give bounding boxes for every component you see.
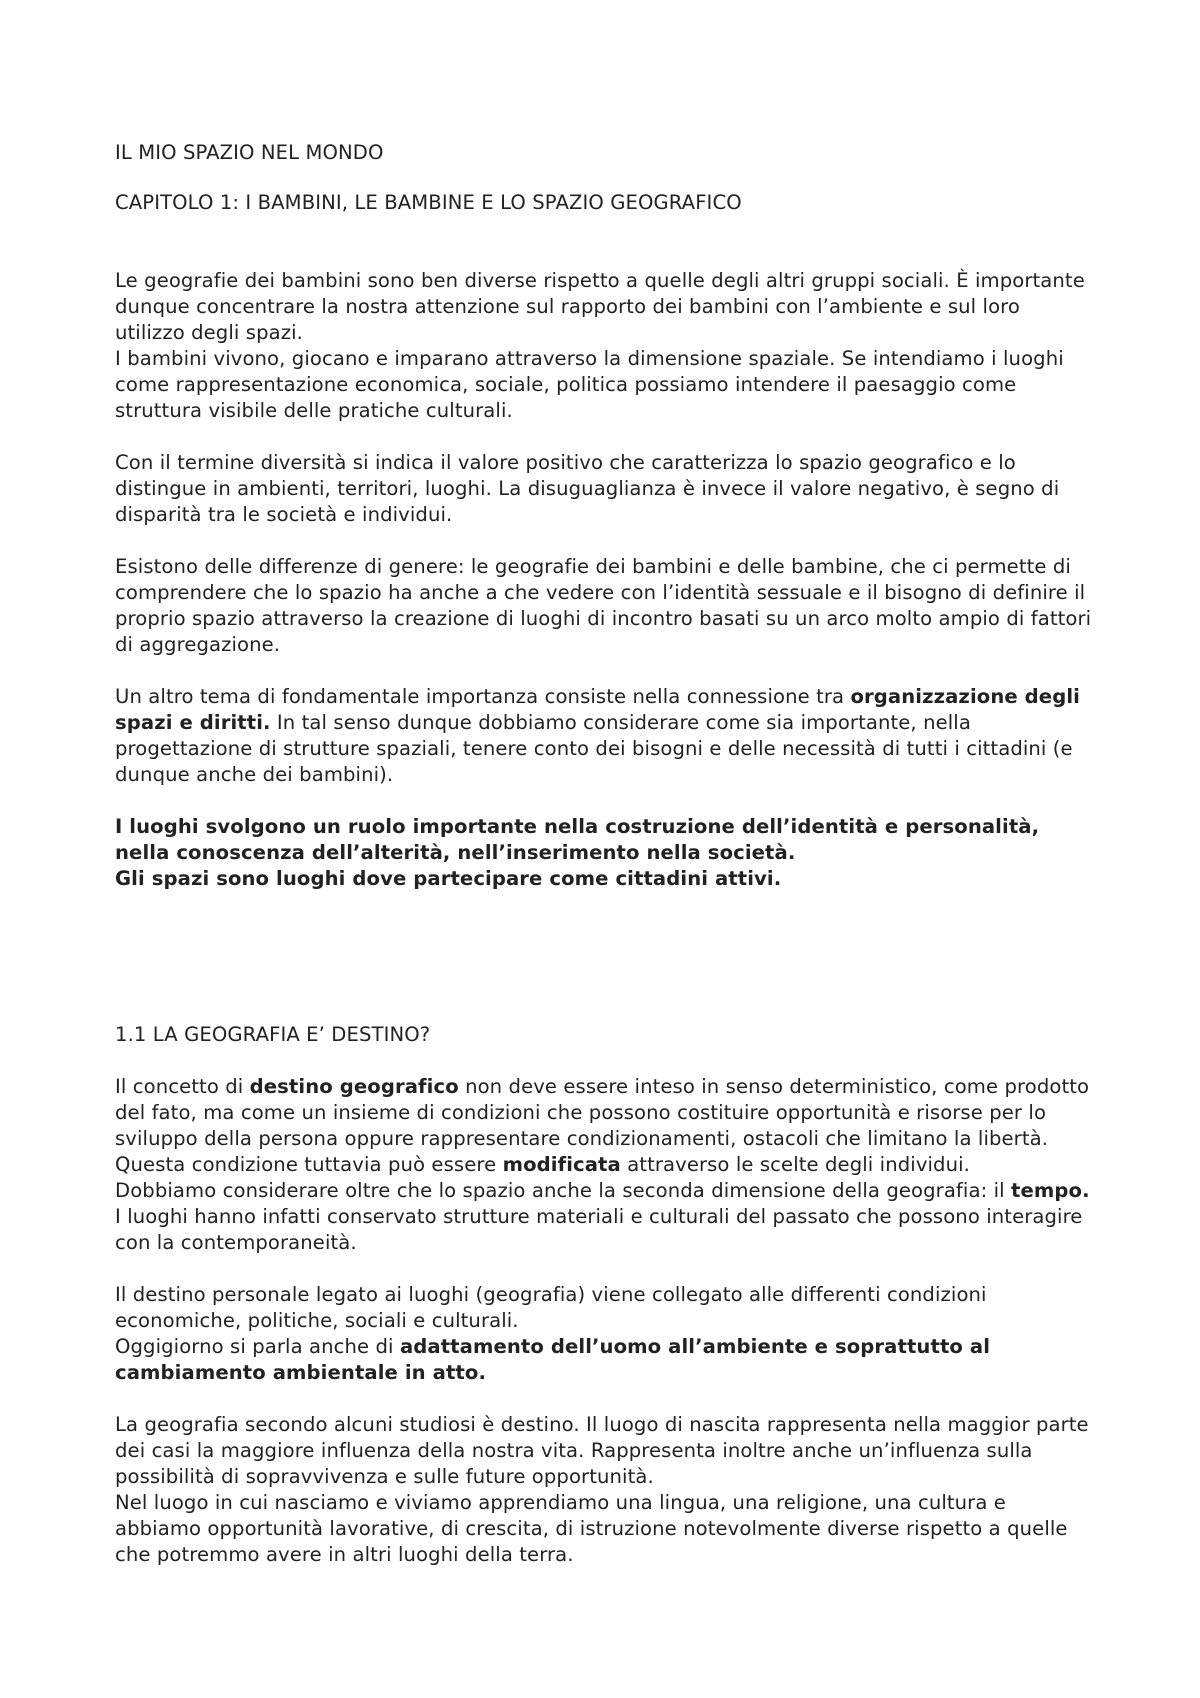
places-bold-sentence-2: Gli spazi sono luoghi dove partecipare come cittadini attivi. (115, 867, 782, 890)
paragraph-destiny (115, 1074, 1095, 1256)
destiny-3-before: Dobbiamo considerare oltre che lo spazio anche la seconda dimensione della geografia: il (115, 1179, 1012, 1202)
paragraph-personal-destiny (115, 1282, 1095, 1386)
rights-text-before: Un altro tema di fondamentale importanza consiste nella connessione tra (115, 685, 851, 708)
document-page (115, 140, 1095, 1594)
paragraph-birthplace (115, 1412, 1095, 1568)
paragraph-intro-sentence-1: Le geografie dei bambini sono ben diverse rispetto a quelle degli altri gruppi sociali. È importante dunque concentrare la nostra attenzione sul rapporto dei bambini con l’ambiente e sul loro utilizzo degli spazi. (115, 269, 1085, 344)
section-heading: 1.1 LA GEOGRAFIA E’ DESTINO? (115, 1023, 431, 1046)
paragraph-gender: Esistono delle differenze di genere: le geografie dei bambini e delle bambine, che ci permette di comprendere che lo spazio ha anche a che vedere con l’identità sessuale e il bisogno di definire il proprio spazio attraverso la creazione di luoghi di incontro basati su un arco molto ampio di fattori di aggregazione. (115, 555, 1092, 656)
destiny-1-before: Il concetto di (115, 1075, 250, 1098)
paragraph-places-bold (115, 814, 1095, 892)
destiny-2-after: attraverso le scelte degli individui. (620, 1153, 970, 1176)
birthplace-sentence-1: La geografia secondo alcuni studiosi è destino. Il luogo di nascita rappresenta nella maggior parte dei casi la maggiore influenza della nostra vita. Rappresenta inoltre anche un’influenza sulla possibilità di sopravvivenza e sulle future opportunità. (115, 1413, 1089, 1488)
paragraph-intro-sentence-2: I bambini vivono, giocano e imparano attraverso la dimensione spaziale. Se intendiamo i luoghi come rappresentazione economica, sociale, politica possiamo intendere il paesaggio come struttura visibile delle pratiche culturali. (115, 347, 1064, 422)
adaptation-before: Oggigiorno si parla anche di (115, 1335, 400, 1358)
adaptation-bold: adattamento dell’uomo all’ambiente e soprattutto al cambiamento ambientale in atto. (115, 1335, 991, 1384)
document-title: IL MIO SPAZIO NEL MONDO (115, 141, 384, 164)
paragraph-diversity: Con il termine diversità si indica il valore positivo che caratterizza lo spazio geografico e lo distingue in ambienti, territori, luoghi. La disuguaglianza è invece il valore negativo, è segno di disparità tra le società e individui. (115, 451, 1060, 526)
chapter-heading: CAPITOLO 1: I BAMBINI, LE BAMBINE E LO SPAZIO GEOGRAFICO (115, 191, 742, 214)
paragraph-rights (115, 684, 1095, 788)
personal-destiny-sentence-2 (115, 1334, 1095, 1386)
paragraph-intro (115, 268, 1095, 424)
destiny-2-bold: modificata (502, 1153, 621, 1176)
destiny-sentence-2 (115, 1152, 1095, 1178)
birthplace-sentence-2: Nel luogo in cui nasciamo e viviamo apprendiamo una lingua, una religione, una cultura e abbiamo opportunità lavorative, di crescita, di istruzione notevolmente diverse rispetto a quelle che potremmo avere in altri luoghi della terra. (115, 1491, 1068, 1566)
destiny-2-before: Questa condizione tuttavia può essere (115, 1153, 503, 1176)
places-bold-sentence-1: I luoghi svolgono un ruolo importante nella costruzione dell’identità e personalità, nella conoscenza dell’alterità, nell’inserimento nella società. (115, 815, 1040, 864)
destiny-3-bold: tempo. (1011, 1179, 1090, 1202)
vertical-spacer (115, 918, 1095, 1022)
destiny-1-after: non deve essere inteso in senso deterministico, come prodotto del fato, ma come un insieme di condizioni che possono costituire opportunità e risorse per lo sviluppo della persona oppure rappresentare condizionamenti, ostacoli che limitano la libertà. (115, 1075, 1090, 1150)
rights-bold-text: organizzazione degli spazi e diritti. (115, 685, 1080, 734)
destiny-3-after: I luoghi hanno infatti conservato strutture materiali e culturali del passato che possono interagire con la contemporaneità. (115, 1205, 1083, 1254)
personal-destiny-sentence-1: Il destino personale legato ai luoghi (geografia) viene collegato alle differenti condizioni economiche, politiche, sociali e culturali. (115, 1283, 987, 1332)
destiny-sentence-1 (115, 1074, 1095, 1152)
destiny-sentence-3 (115, 1178, 1095, 1256)
rights-text-after: In tal senso dunque dobbiamo considerare come sia importante, nella progettazione di strutture spaziali, tenere conto dei bisogni e delle necessità di tutti i cittadini (e dunque anche dei bambini). (115, 711, 1073, 786)
destiny-1-bold: destino geografico (249, 1075, 459, 1098)
